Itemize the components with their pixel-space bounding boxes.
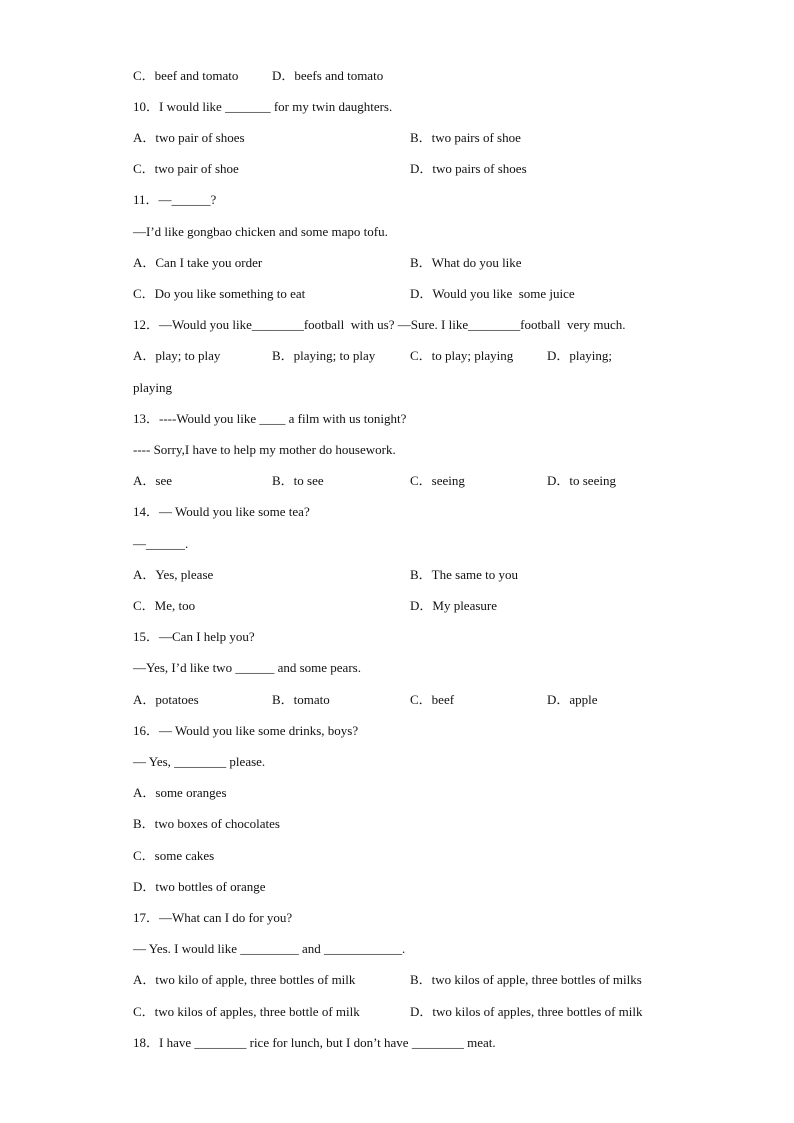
q13-option-c: C．seeing <box>410 473 465 488</box>
q13-option-b: B．to see <box>272 473 324 488</box>
q10-option-c: C．two pair of shoe <box>133 161 239 176</box>
question-14: 14．— Would you like some tea? <box>133 504 310 519</box>
q10-option-d: D．two pairs of shoes <box>410 161 527 176</box>
question-15: 15．—Can I help you? <box>133 629 255 644</box>
q11-option-c: C．Do you like something to eat <box>133 286 306 301</box>
q17-option-d: D．two kilos of apples, three bottles of milk <box>410 1004 643 1019</box>
q9-option-d: D．beefs and tomato <box>272 68 384 83</box>
q16-option-b: B．two boxes of chocolates <box>133 816 280 831</box>
question-16: 16．— Would you like some drinks, boys? <box>133 723 359 738</box>
question-17: 17．—What can I do for you? <box>133 910 293 925</box>
q9-option-c: C．beef and tomato <box>133 68 239 83</box>
q15-option-a: A．potatoes <box>133 692 199 707</box>
q16-answer-line: — Yes, ________ please. <box>133 754 266 769</box>
q12-option-d-continued: playing <box>133 380 172 395</box>
q14-option-a: A．Yes, please <box>133 567 214 582</box>
question-10: 10．I would like _______ for my twin daughters. <box>133 99 393 114</box>
q16-option-a: A．some oranges <box>133 785 227 800</box>
q14-answer-line: —______. <box>133 536 189 551</box>
q16-option-d: D．two bottles of orange <box>133 879 266 894</box>
q15-option-b: B．tomato <box>272 692 330 707</box>
q10-option-b: B．two pairs of shoe <box>410 130 521 145</box>
q17-option-a: A．two kilo of apple, three bottles of milk <box>133 972 356 987</box>
question-11: 11．—______? <box>133 192 217 207</box>
q10-option-a: A．two pair of shoes <box>133 130 245 145</box>
q14-option-b: B．The same to you <box>410 567 518 582</box>
question-18: 18．I have ________ rice for lunch, but I don’t have ________ meat. <box>133 1035 496 1050</box>
q11-answer-line: —I’d like gongbao chicken and some mapo tofu. <box>133 224 388 239</box>
q16-option-c: C．some cakes <box>133 848 215 863</box>
q14-option-c: C．Me, too <box>133 598 196 613</box>
q15-answer-line: —Yes, I’d like two ______ and some pears. <box>133 660 361 675</box>
q17-option-b: B．two kilos of apple, three bottles of milks <box>410 972 642 987</box>
q15-option-c: C．beef <box>410 692 455 707</box>
q12-option-c: C．to play; playing <box>410 348 514 363</box>
question-13: 13．----Would you like ____ a film with us tonight? <box>133 411 407 426</box>
q12-option-d: D．playing; <box>547 348 612 363</box>
q14-option-d: D．My pleasure <box>410 598 498 613</box>
q17-option-c: C．two kilos of apples, three bottle of milk <box>133 1004 360 1019</box>
q13-option-d: D．to seeing <box>547 473 616 488</box>
q11-option-b: B．What do you like <box>410 255 522 270</box>
q12-option-b: B．playing; to play <box>272 348 376 363</box>
q17-answer-line: — Yes. I would like _________ and ____________. <box>133 941 406 956</box>
question-12: 12．—Would you like________football with us? —Sure. I like________football very much. <box>133 317 626 332</box>
q13-answer-line: ---- Sorry,I have to help my mother do housework. <box>133 442 396 457</box>
q13-option-a: A．see <box>133 473 172 488</box>
q11-option-a: A．Can I take you order <box>133 255 263 270</box>
q15-option-d: D．apple <box>547 692 598 707</box>
q11-option-d: D．Would you like some juice <box>410 286 575 301</box>
q12-option-a: A．play; to play <box>133 348 221 363</box>
